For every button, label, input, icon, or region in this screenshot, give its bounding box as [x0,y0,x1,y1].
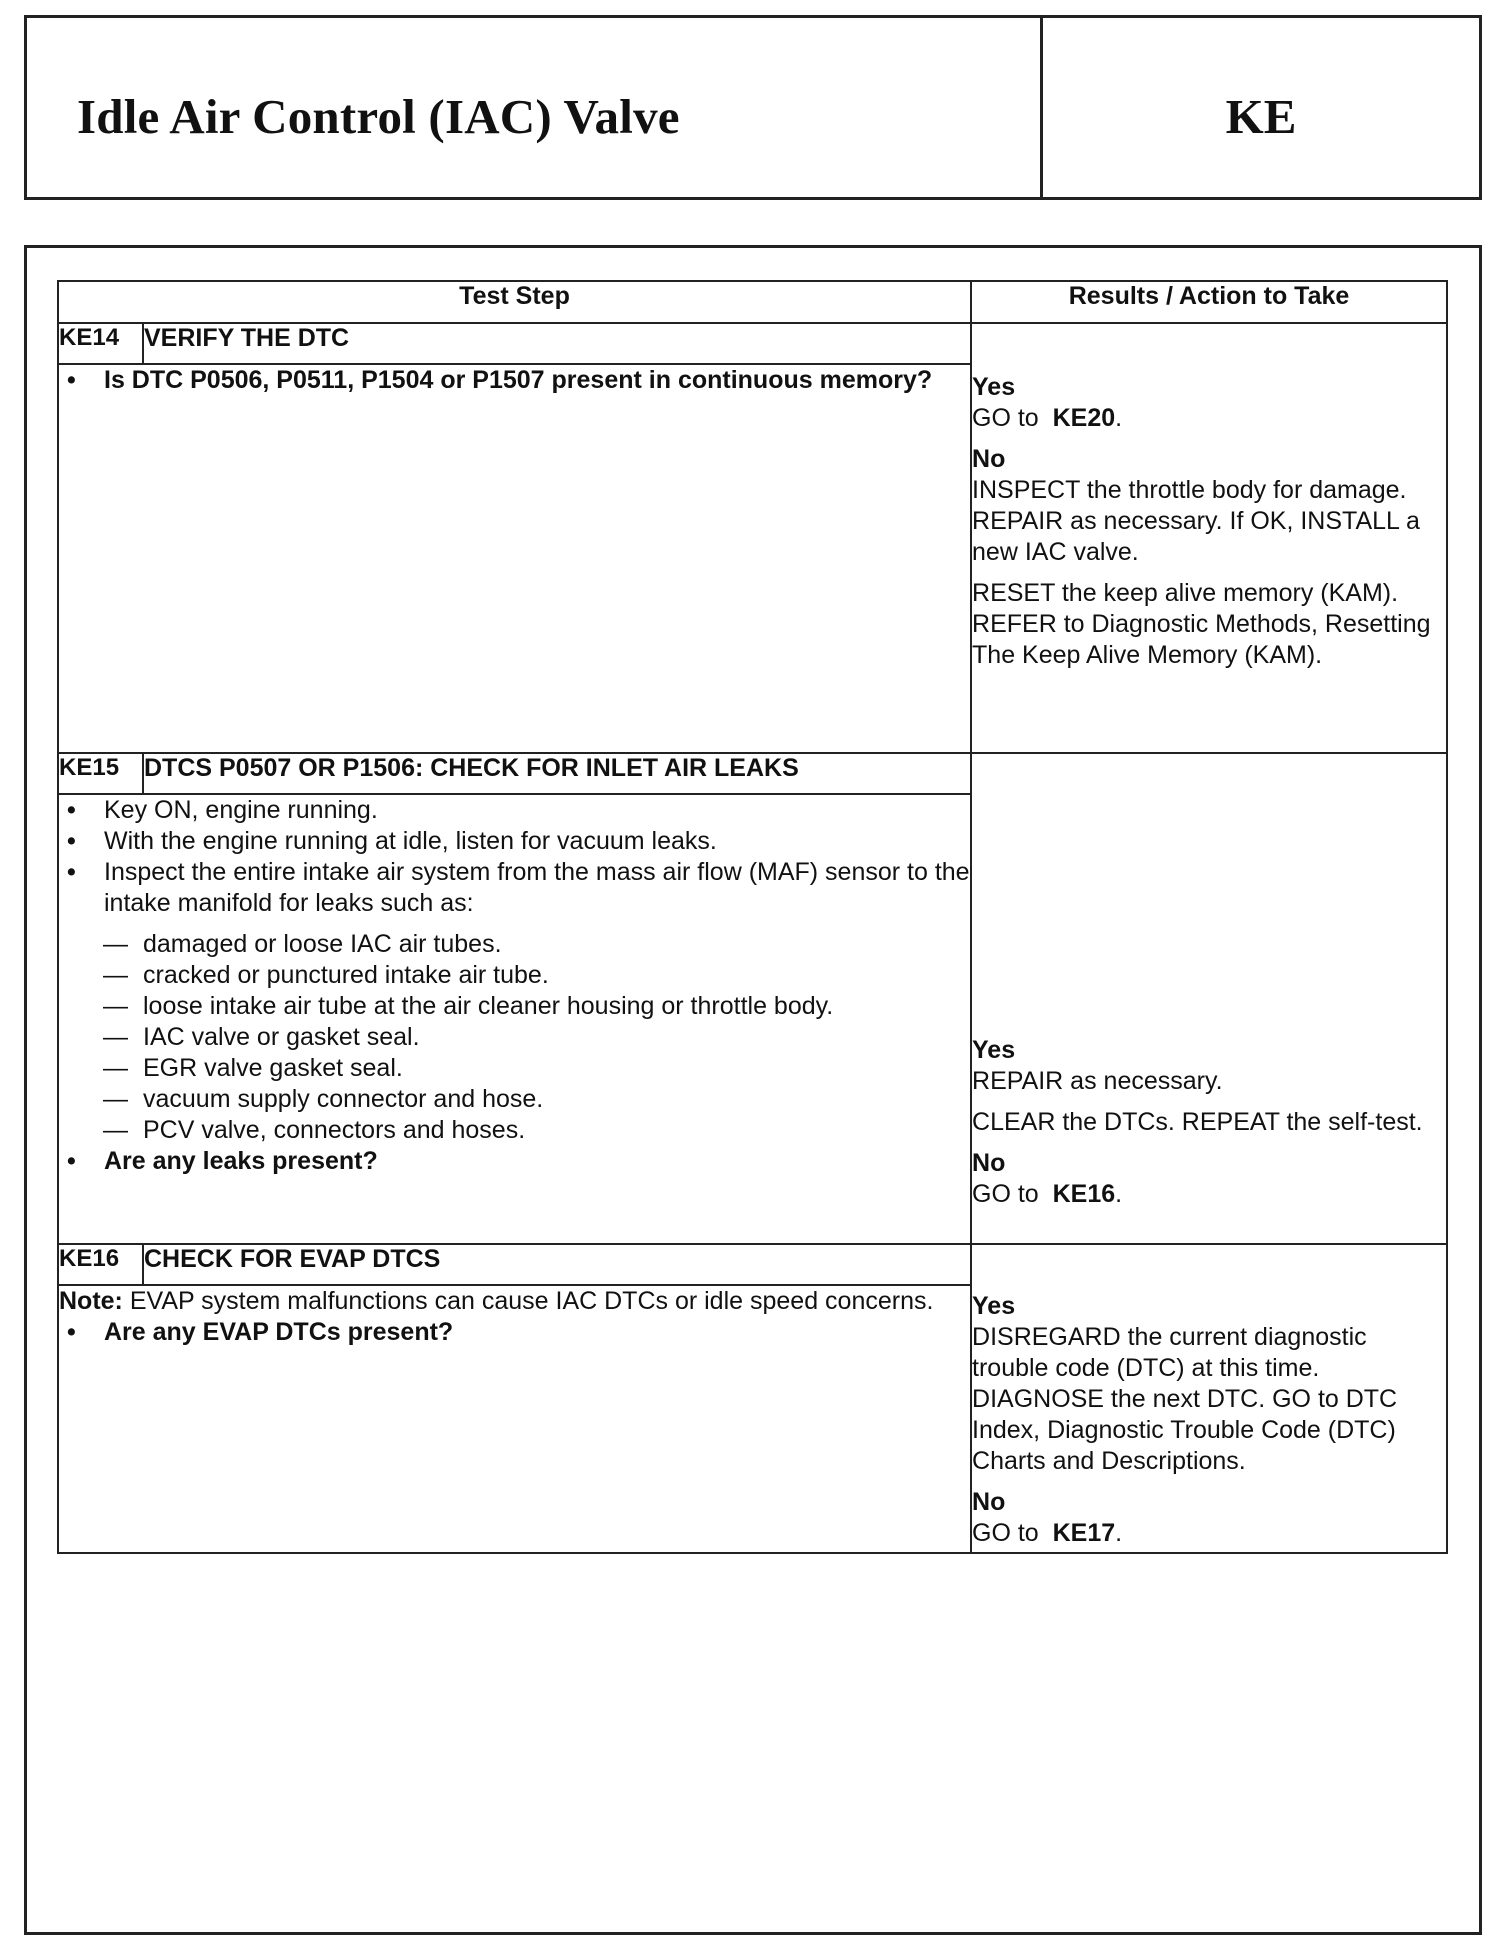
list-item: — loose intake air tube at the air cleaner housing or throttle body. [103,992,834,1020]
list-item: — damaged or loose IAC air tubes. [103,930,502,958]
no-label: No [972,1149,1006,1177]
table-header-row [58,281,1447,323]
no-action: INSPECT the throttle body for damage. REPAIR as necessary. If OK, INSTALL a new IAC valve. [972,476,1420,566]
step-ke15-results [971,753,1447,1244]
yes-label: Yes [972,373,1016,401]
step-question: • Are any EVAP DTCs present? [67,1318,454,1346]
step-id: KE14 [58,323,143,364]
step-id: KE16 [58,1244,143,1285]
no-action-2: RESET the keep alive memory (KAM). REFER to Diagnostic Methods, Resetting The Keep Alive Memory (KAM). [972,579,1431,669]
no-action: GO to KE16. [972,1180,1123,1208]
col-header-test-step: Test Step [58,281,971,323]
step-question: • Is DTC P0506, P0511, P1504 or P1507 present in continuous memory? [67,366,933,394]
step-ke14-results [971,323,1447,753]
test-step-table [57,280,1448,1554]
yes-action: GO to KE20. [972,404,1123,432]
yes-action: REPAIR as necessary. [972,1067,1223,1095]
list-item: — PCV valve, connectors and hoses. [103,1116,526,1144]
step-ke16-body [58,1285,971,1553]
list-item: — vacuum supply connector and hose. [103,1085,544,1113]
step-ke14-body [58,364,971,753]
step-id: KE15 [58,753,143,794]
step-title: DTCS P0507 OR P1506: CHECK FOR INLET AIR LEAKS [143,753,971,794]
step-link: KE20 [1052,404,1116,432]
step-ke14-title-row [58,323,1447,364]
no-action: GO to KE17. [972,1519,1123,1547]
step-link: KE16 [1052,1180,1116,1208]
step-ke16-results [971,1244,1447,1553]
yes-action: DISREGARD the current diagnostic trouble code (DTC) at this time. DIAGNOSE the next DTC. GO to DTC Index, Diagnostic Trouble Code (DTC) Charts and Descriptions. [972,1323,1398,1475]
step-note: Note: EVAP system malfunctions can cause IAC DTCs or idle speed concerns. [59,1287,934,1315]
step-question: • Are any leaks present? [67,1147,378,1175]
step-title: CHECK FOR EVAP DTCS [143,1244,971,1285]
no-label: No [972,445,1006,473]
list-item: • Key ON, engine running. [67,796,378,824]
step-ke15-title-row [58,753,1447,794]
no-label: No [972,1488,1006,1516]
page-title: Idle Air Control (IAC) Valve [77,89,680,144]
yes-label: Yes [972,1292,1016,1320]
section-code: KE [1225,89,1297,144]
list-item: — EGR valve gasket seal. [103,1054,403,1082]
list-item: • With the engine running at idle, listen for vacuum leaks. [67,827,717,855]
yes-label: Yes [972,1036,1016,1064]
list-item: — IAC valve or gasket seal. [103,1023,420,1051]
step-link: KE17 [1052,1519,1116,1547]
yes-action-2: CLEAR the DTCs. REPEAT the self-test. [972,1108,1423,1136]
step-ke15-body [58,794,971,1244]
list-item: • Inspect the entire intake air system from the mass air flow (MAF) sensor to the intake manifold for leaks such as: [67,858,970,917]
step-title: VERIFY THE DTC [143,323,971,364]
step-ke16-title-row [58,1244,1447,1285]
col-header-results: Results / Action to Take [971,281,1447,323]
list-item: — cracked or punctured intake air tube. [103,961,549,989]
header-box [24,15,1482,200]
